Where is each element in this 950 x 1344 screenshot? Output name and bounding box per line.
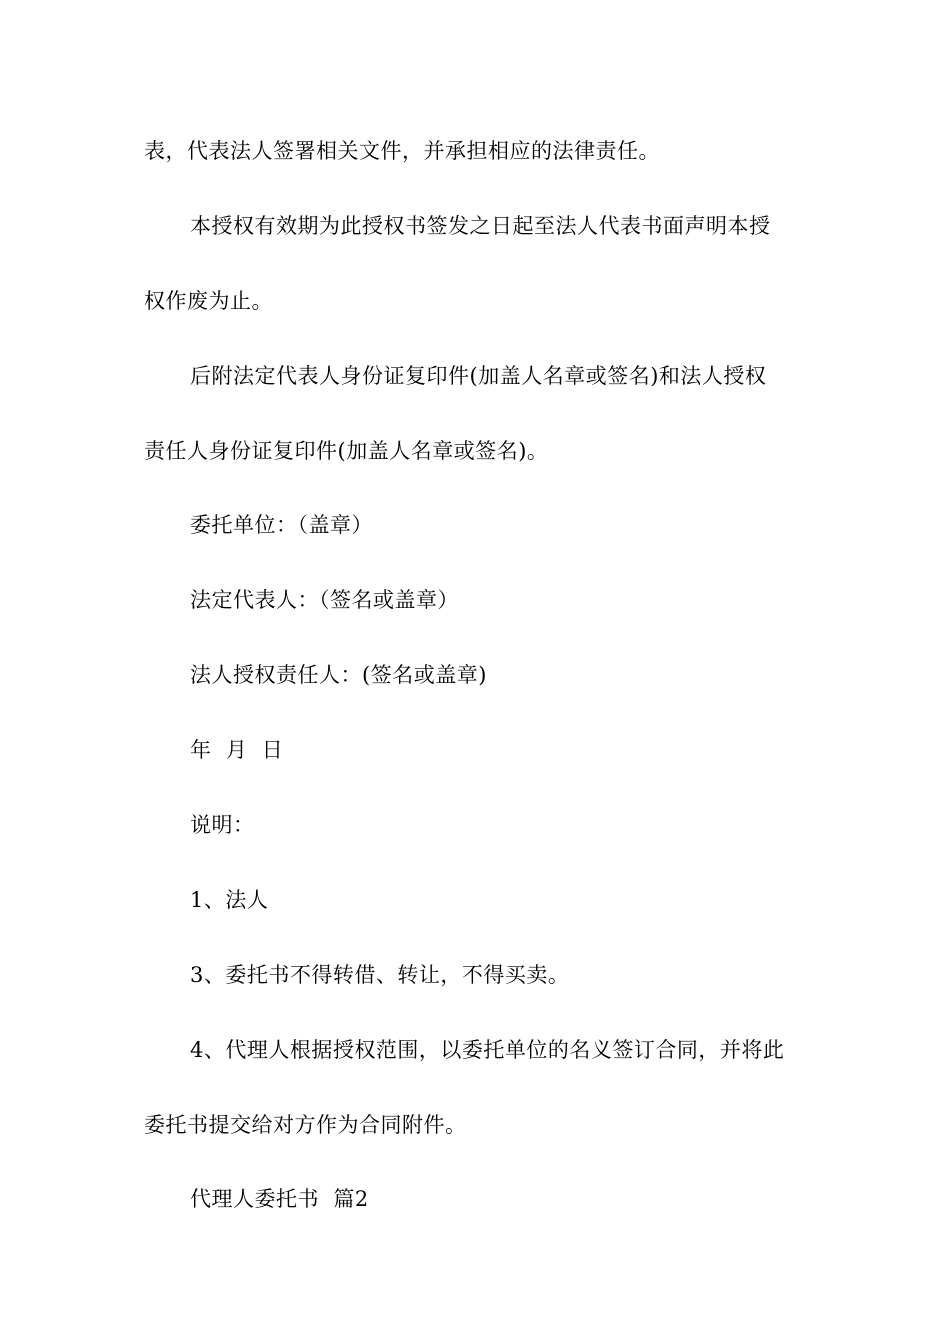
notes-heading: 说明： — [190, 813, 255, 837]
paragraph-line: 表，代表法人签署相关文件，并承担相应的法律责任。 — [144, 139, 660, 163]
note-item: 3、委托书不得转借、转让，不得买卖。 — [190, 963, 570, 987]
paragraph-line: 权作废为止。 — [144, 289, 273, 313]
paragraph-line: 责任人身份证复印件(加盖人名章或签名)。 — [144, 439, 549, 463]
signature-field-entrusting-unit: 委托单位：（盖章） — [190, 513, 373, 537]
date-line: 年 月 日 — [190, 738, 284, 762]
note-item: 4、代理人根据授权范围，以委托单位的名义签订合同，并将此 — [190, 1038, 785, 1062]
signature-field-authorized-person: 法人授权责任人：(签名或盖章) — [190, 663, 487, 687]
paragraph-line: 后附法定代表人身份证复印件(加盖人名章或签名)和法人授权 — [190, 364, 767, 388]
section-heading: 代理人委托书 篇2 — [190, 1187, 369, 1211]
note-item: 1、法人 — [190, 888, 269, 912]
note-item-continuation: 委托书提交给对方作为合同附件。 — [144, 1113, 467, 1137]
paragraph-line: 本授权有效期为此授权书签发之日起至法人代表书面声明本授 — [190, 214, 771, 238]
signature-field-legal-representative: 法定代表人：（签名或盖章） — [190, 588, 459, 612]
